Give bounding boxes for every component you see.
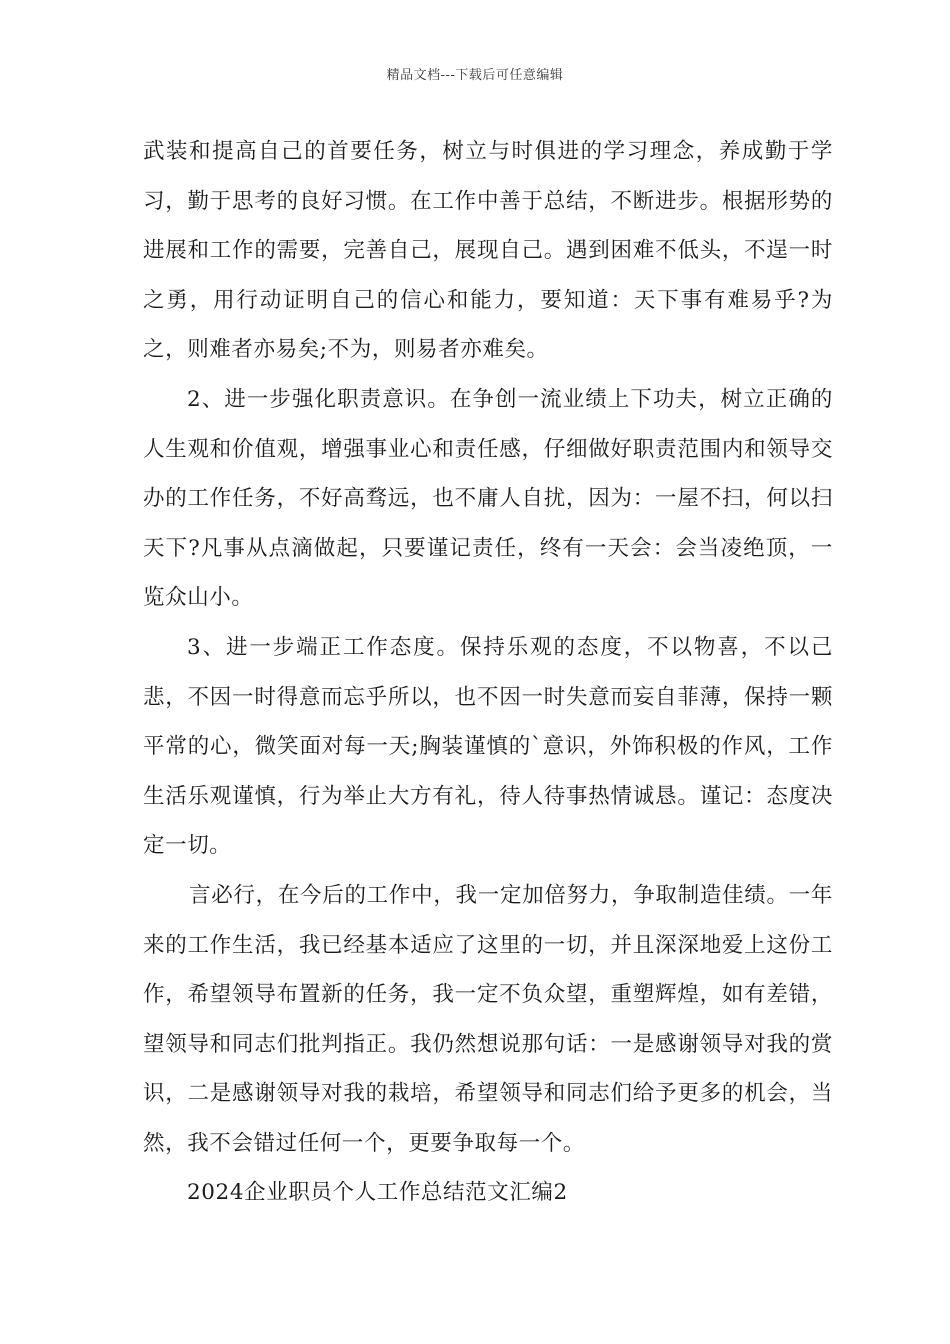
document-body (143, 127, 833, 1218)
paragraph-continuation: 武装和提高自己的首要任务，树立与时俱进的学习理念，养成勤于学习，勤于思考的良好习惯。在工作中善于总结，不断进步。根据形势的进展和工作的需要，完善自己，展现自己。遇到困难不低头，不逞一时之勇，用行动证明自己的信心和能力，要知道：天下事有难易乎?为之，则难者亦易矣;不为，则易者亦难矣。 (143, 139, 833, 363)
page-header: 精品文档---下载后可任意编辑 (386, 68, 564, 83)
paragraph-closing: 言必行，在今后的工作中，我一定加倍努力，争取制造佳绩。一年来的工作生活，我已经基本适应了这里的一切，并且深深地爱上这份工作，希望领导布置新的任务，我一定不负众望，重塑辉煌，如有差错，望领导和同志们批判指正。我仍然想说那句话：一是感谢领导对我的赏识，二是感谢领导对我的栽培，希望领导和同志们给予更多的机会，当然，我不会错过任何一个，更要争取每一个。 (143, 882, 833, 1156)
section-title: 2024企业职员个人工作总结范文汇编2 (187, 1180, 568, 1206)
paragraph-item-2: 2、进一步强化职责意识。在争创一流业绩上下功夫，树立正确的人生观和价值观，增强事业心和责任感，仔细做好职责范围内和领导交办的工作任务，不好高骛远，也不庸人自扰，因为：一屋不扫，何以扫天下?凡事从点滴做起，只要谨记责任，终有一天会：会当凌绝顶，一览众山小。 (143, 386, 833, 611)
paragraph-item-3: 3、进一步端正工作态度。保持乐观的态度，不以物喜，不以己悲，不因一时得意而忘乎所以，也不因一时失意而妄自菲薄，保持一颗平常的心，微笑面对每一天;胸装谨慎的`意识，外饰积极的作风，工作生活乐观谨慎，行为举止大方有礼，待人待事热情诚恳。谨记：态度决定一切。 (143, 634, 833, 859)
